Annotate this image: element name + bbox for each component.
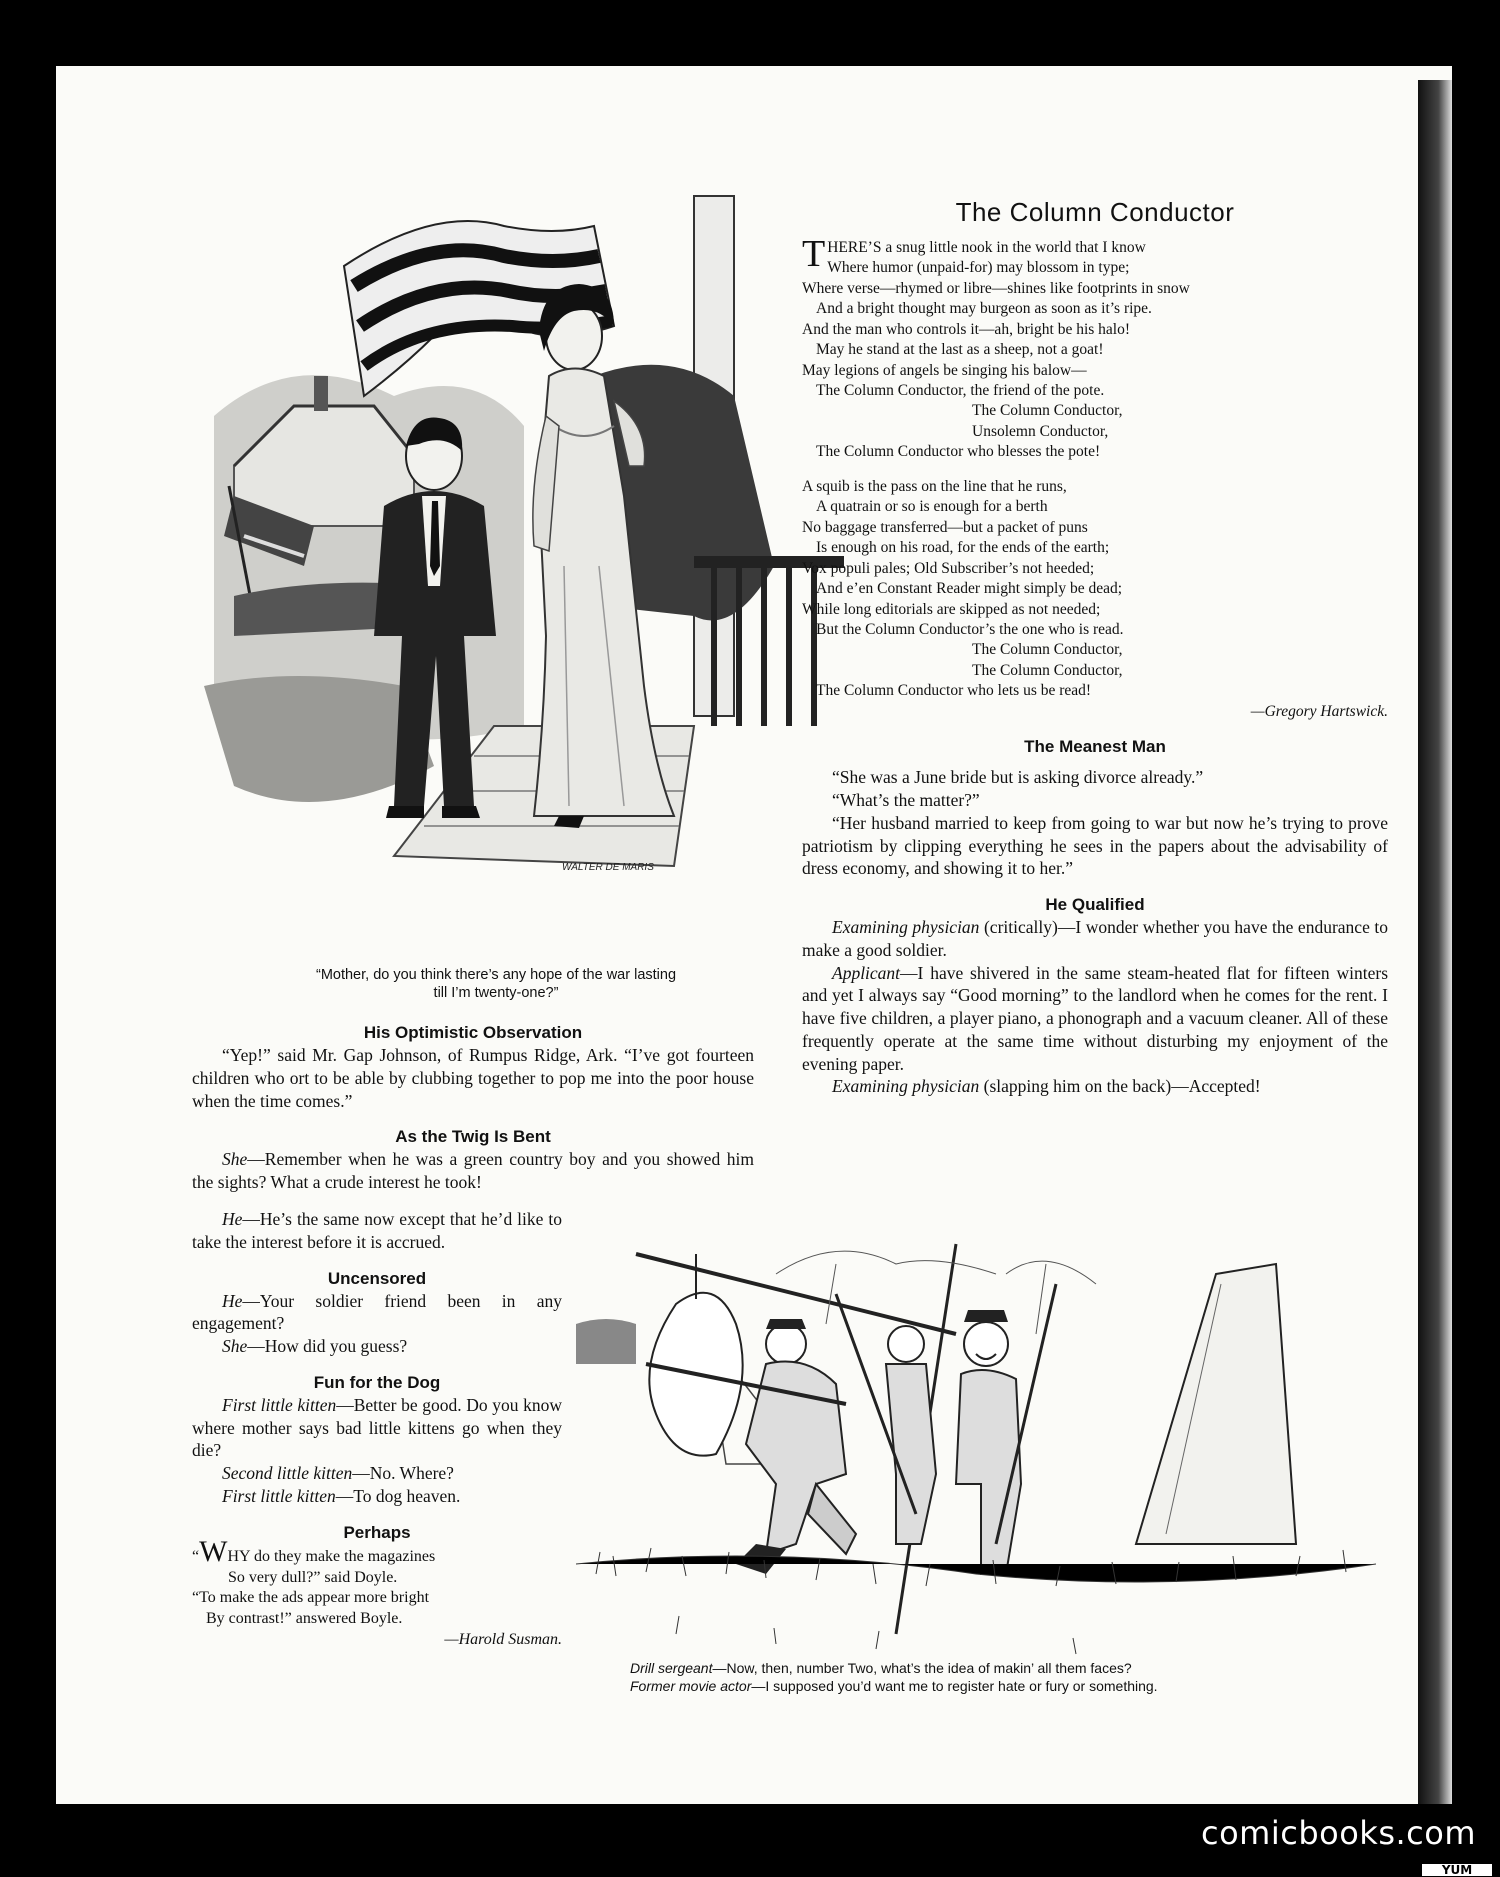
caption-line: till I’m twenty-one?” — [433, 985, 559, 1002]
caption-line1-text: —Now, then, number Two, what’s the idea of makin’ all them faces? — [712, 1660, 1132, 1676]
illustration-mother-and-son — [174, 166, 854, 896]
verse-line-text: While long editorials are skipped as not needed; — [802, 600, 1101, 618]
dog-line1 — [192, 1394, 562, 1462]
dog-line1-text: —Better be good. Do you know where mother says bad little kittens go when they die? — [192, 1394, 563, 1461]
stanza-1 — [802, 232, 1388, 463]
illustration-drill-sergeant — [576, 1214, 1376, 1694]
verse-line — [802, 258, 1388, 278]
optimistic-body: “Yep!” said Mr. Gap Johnson, of Rumpus Ridge, Ark. “I’ve got fourteen children who ort to be able by clubbing together to pop me into the poor house when the time comes.” — [192, 1045, 754, 1111]
verse-line-text: No baggage transferred—but a packet of puns — [802, 518, 1088, 536]
qualified-p2-text: —I have shivered in the same steam-heated flat for fifteen winters and yet I always say “Good morning” to the landlord when he comes for the rent. I have five children, a player piano, a phonograph and a vacuum cleaner. All of these frequently operate at the same time without disturbing my enjoyment of the evening paper. — [802, 962, 1388, 1074]
verse-line-text: But the Column Conductor’s the one who is read. — [816, 620, 1124, 638]
speaker-movie-actor: Former movie actor — [630, 1677, 752, 1694]
qualified-title: He Qualified — [1045, 895, 1145, 915]
meanest-title: The Meanest Man — [1024, 737, 1166, 757]
qualified-p1-text: (critically)—I wonder whether you have the endurance to make a good soldier. — [802, 917, 1388, 960]
dog-line2 — [192, 1462, 562, 1485]
artist-signature: WALTER DE MARIS — [562, 862, 654, 873]
speaker-he: He — [222, 1209, 243, 1229]
verse-line — [802, 559, 1388, 579]
twig-she-text: —Remember when he was a green country boy and you showed him the sights? What a crude interest he took! — [192, 1149, 754, 1193]
verse-line-text: Where verse—rhymed or libre—shines like footprints in snow — [802, 279, 1190, 297]
verse-line — [802, 279, 1388, 299]
left-column — [192, 1022, 754, 1194]
twig-title: As the Twig Is Bent — [395, 1127, 551, 1147]
watermark: comicbooks.com — [1200, 1814, 1476, 1852]
perhaps-verse — [192, 1534, 562, 1651]
verse-line — [802, 600, 1388, 620]
verse-line-text: HY do they make the magazines — [227, 1547, 436, 1565]
verse-line-text: May legions of angels be singing his balow— — [802, 361, 1087, 379]
perhaps-signature: —Harold Susman. — [444, 1630, 562, 1648]
twig-he — [192, 1208, 562, 1254]
verse-line — [802, 640, 1388, 660]
verse-line: So very dull?” said Doyle. — [228, 1568, 398, 1586]
caption-line — [630, 1660, 1330, 1678]
corner-tag: YUM — [1422, 1864, 1492, 1876]
meanest-p3: “Her husband married to keep from going to war but now he’s trying to prove patriotism by clipping everything he sees in the papers about the advisability of dress economy, and showing it to her.” — [802, 812, 1388, 879]
page-binding-shadow — [1418, 80, 1452, 1804]
twig-she — [192, 1148, 754, 1194]
verse-line-text: HERE’S a snug little nook in the world that I know — [827, 238, 1146, 256]
verse-line-text: Vox populi pales; Old Subscriber’s not heeded; — [802, 559, 1095, 577]
verse-line: By contrast!” answered Boyle. — [206, 1610, 403, 1628]
verse-line — [802, 361, 1388, 381]
verse-line-text: The Column Conductor who lets us be read! — [816, 682, 1092, 700]
verse-line: “To make the ads appear more bright — [192, 1589, 430, 1607]
uncensored-he — [192, 1290, 562, 1336]
uncensored-he-text: —Your soldier friend been in any engagement? — [192, 1290, 562, 1334]
drill-drawing — [576, 1214, 1376, 1694]
qualified-p2 — [802, 962, 1388, 1076]
right-column — [802, 196, 1388, 1098]
verse-line — [802, 381, 1388, 401]
stanza-2 — [802, 477, 1388, 702]
verse-line — [802, 299, 1388, 319]
mother-son-drawing — [174, 166, 854, 896]
column-conductor-title: The Column Conductor — [955, 197, 1235, 227]
uncensored-she — [192, 1335, 562, 1358]
left-column-narrow — [192, 1208, 562, 1651]
caption-line — [630, 1678, 1330, 1696]
illustration-bottom-caption — [630, 1660, 1330, 1695]
drop-cap: W — [199, 1534, 228, 1568]
meanest-p1: “She was a June bride but is asking divorce already.” — [832, 767, 1204, 788]
optimistic-title: His Optimistic Observation — [363, 1023, 583, 1042]
caption-line: “Mother, do you think there’s any hope of the war lasting — [315, 967, 677, 983]
uncensored-she-text: —How did you guess? — [247, 1336, 408, 1357]
verse-line — [802, 538, 1388, 558]
speaker-physician: Examining physician — [832, 917, 980, 938]
speaker-first-kitten: First little kitten — [222, 1485, 336, 1506]
verse-line — [802, 320, 1388, 340]
speaker-applicant: Applicant — [832, 962, 901, 983]
verse-line — [802, 442, 1388, 462]
drop-cap: T — [802, 232, 826, 275]
perhaps-title: Perhaps — [343, 1522, 411, 1542]
verse-line-text: Unsolemn Conductor, — [972, 422, 1109, 440]
verse-line-text: The Column Conductor who blesses the pote! — [816, 443, 1101, 461]
meanest-p2: “What’s the matter?” — [832, 790, 980, 811]
qualified-p3 — [802, 1075, 1388, 1098]
verse-line — [802, 579, 1388, 599]
column-conductor-poem — [802, 232, 1388, 722]
verse-line — [802, 340, 1388, 360]
speaker-physician: Examining physician — [832, 1076, 980, 1097]
verse-line-text: And e’en Constant Reader might simply be dead; — [816, 580, 1123, 598]
illustration-top-caption — [226, 966, 766, 1002]
speaker-she: She — [222, 1149, 248, 1170]
verse-line-text: The Column Conductor, — [972, 641, 1123, 659]
speaker-drill-sergeant: Drill sergeant — [630, 1660, 713, 1676]
verse-line-text: The Column Conductor, — [972, 661, 1123, 679]
column-conductor-signature: —Gregory Hartswick. — [1250, 702, 1388, 720]
dog-line3 — [192, 1485, 562, 1508]
qualified-p1 — [802, 916, 1388, 962]
verse-line-text: May he stand at the last as a sheep, not a goat! — [816, 341, 1104, 359]
speaker-first-kitten: First little kitten — [222, 1394, 337, 1415]
verse-line — [802, 681, 1388, 701]
verse-line-text: And the man who controls it—ah, bright be his halo! — [802, 320, 1131, 338]
verse-line — [802, 422, 1388, 442]
magazine-page — [56, 66, 1452, 1804]
caption-line2-text: —I supposed you’d want me to register hate or fury or something. — [751, 1677, 1158, 1694]
verse-line-text: A quatrain or so is enough for a berth — [816, 498, 1048, 516]
verse-line — [802, 518, 1388, 538]
verse-line-text: And a bright thought may burgeon as soon as it’s ripe. — [816, 300, 1152, 318]
verse-line-text: Is enough on his road, for the ends of the earth; — [816, 539, 1110, 557]
qualified-p3-text: (slapping him on the back)—Accepted! — [979, 1076, 1261, 1097]
verse-line-text: The Column Conductor, — [972, 402, 1123, 420]
dog-title: Fun for the Dog — [313, 1372, 441, 1392]
dog-line2-text: —No. Where? — [352, 1463, 454, 1484]
verse-line-text: Where humor (unpaid-for) may blossom in type; — [827, 259, 1130, 277]
twig-he-text: —He’s the same now except that he’d like to take the interest before it is accrued. — [192, 1209, 562, 1252]
verse-line-text: A squib is the pass on the line that he runs, — [802, 477, 1067, 495]
verse-line — [192, 1534, 562, 1568]
verse-line — [802, 661, 1388, 681]
uncensored-title: Uncensored — [327, 1268, 427, 1288]
verse-line — [802, 620, 1388, 640]
speaker-he: He — [222, 1290, 243, 1311]
speaker-second-kitten: Second little kitten — [222, 1463, 353, 1484]
verse-line — [802, 497, 1388, 517]
verse-line — [802, 477, 1388, 497]
speaker-she: She — [222, 1336, 248, 1357]
open-quote: “ — [192, 1547, 200, 1565]
verse-line-text: The Column Conductor, the friend of the pote. — [816, 381, 1105, 399]
verse-line — [802, 401, 1388, 421]
dog-line3-text: —To dog heaven. — [335, 1485, 461, 1506]
